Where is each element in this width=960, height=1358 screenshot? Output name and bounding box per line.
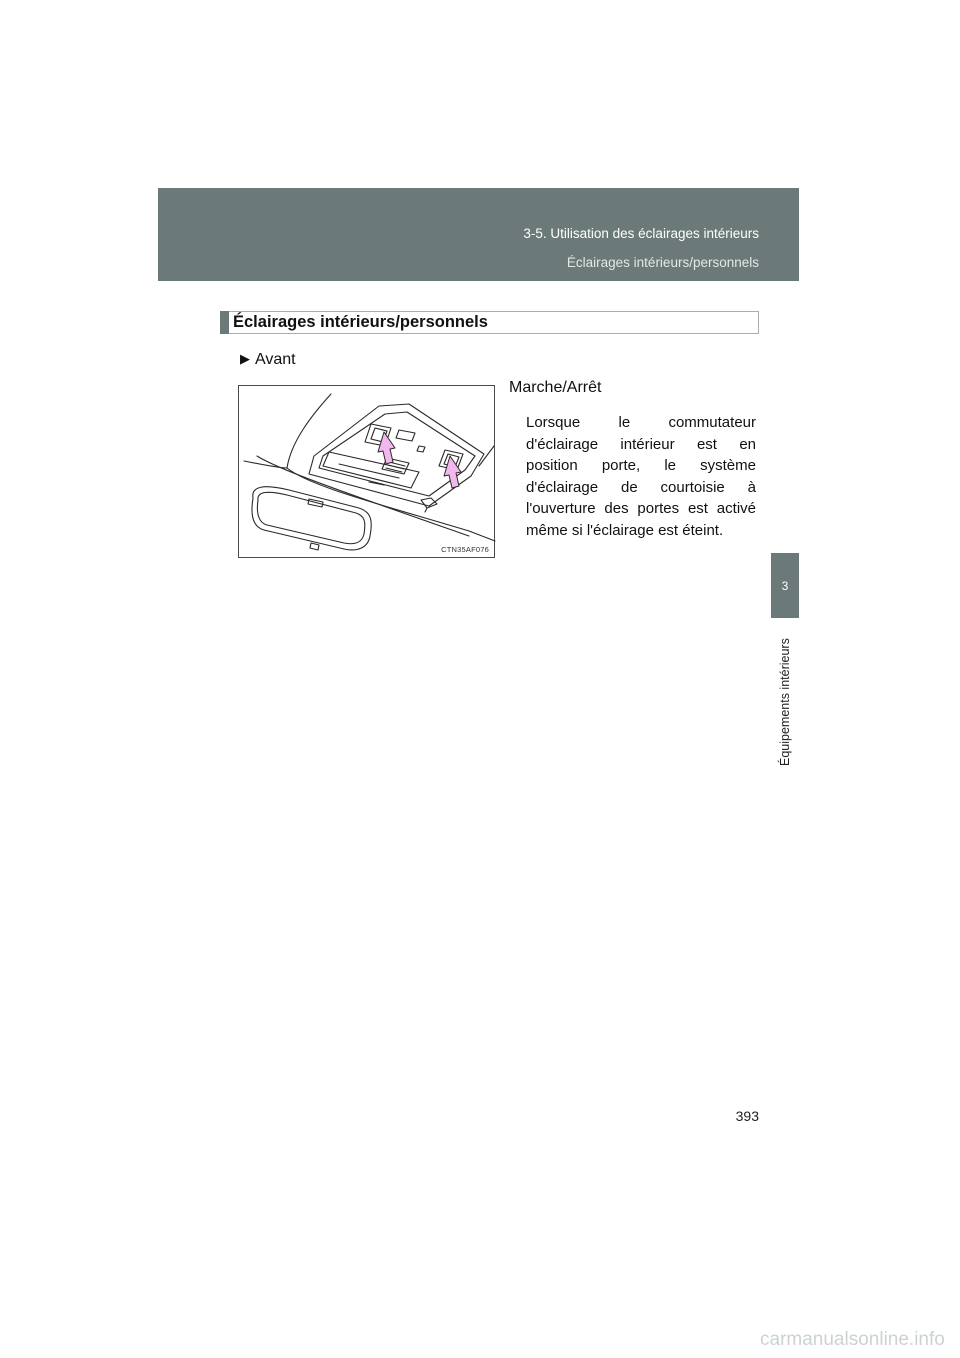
chapter-tab	[771, 553, 799, 618]
callout-body-text: Lorsque le commutateur d'éclairage intérieur est en position porte, le système d'éclairage de courtoisie à l'ouverture des portes est activé même si l'éclairage est éteint.	[526, 414, 756, 539]
chapter-number: 3	[781, 578, 789, 593]
chapter-label: Équipements intérieurs	[778, 638, 792, 766]
page-number: 393	[735, 1108, 759, 1124]
section-title-box	[220, 311, 759, 334]
header-subsection-title: Éclairages intérieurs/personnels	[566, 255, 759, 270]
triangle-marker-icon: ▶	[240, 351, 250, 366]
illustration-drawing	[239, 386, 496, 559]
arrow-left-switch-icon	[378, 432, 395, 464]
subheading	[240, 351, 296, 369]
callout-label: Marche/Arrêt	[509, 379, 602, 396]
overhead-console-illustration	[238, 385, 495, 558]
section-title: Éclairages intérieurs/personnels	[233, 313, 488, 331]
watermark: carmanualsonline.info	[760, 1329, 945, 1350]
header-section-title: 3-5. Utilisation des éclairages intérieurs	[523, 226, 759, 241]
header-band	[158, 188, 799, 281]
figure-code: CTN35AF076	[441, 545, 489, 554]
subheading-text: Avant	[255, 351, 296, 368]
section-title-bar	[220, 311, 229, 334]
